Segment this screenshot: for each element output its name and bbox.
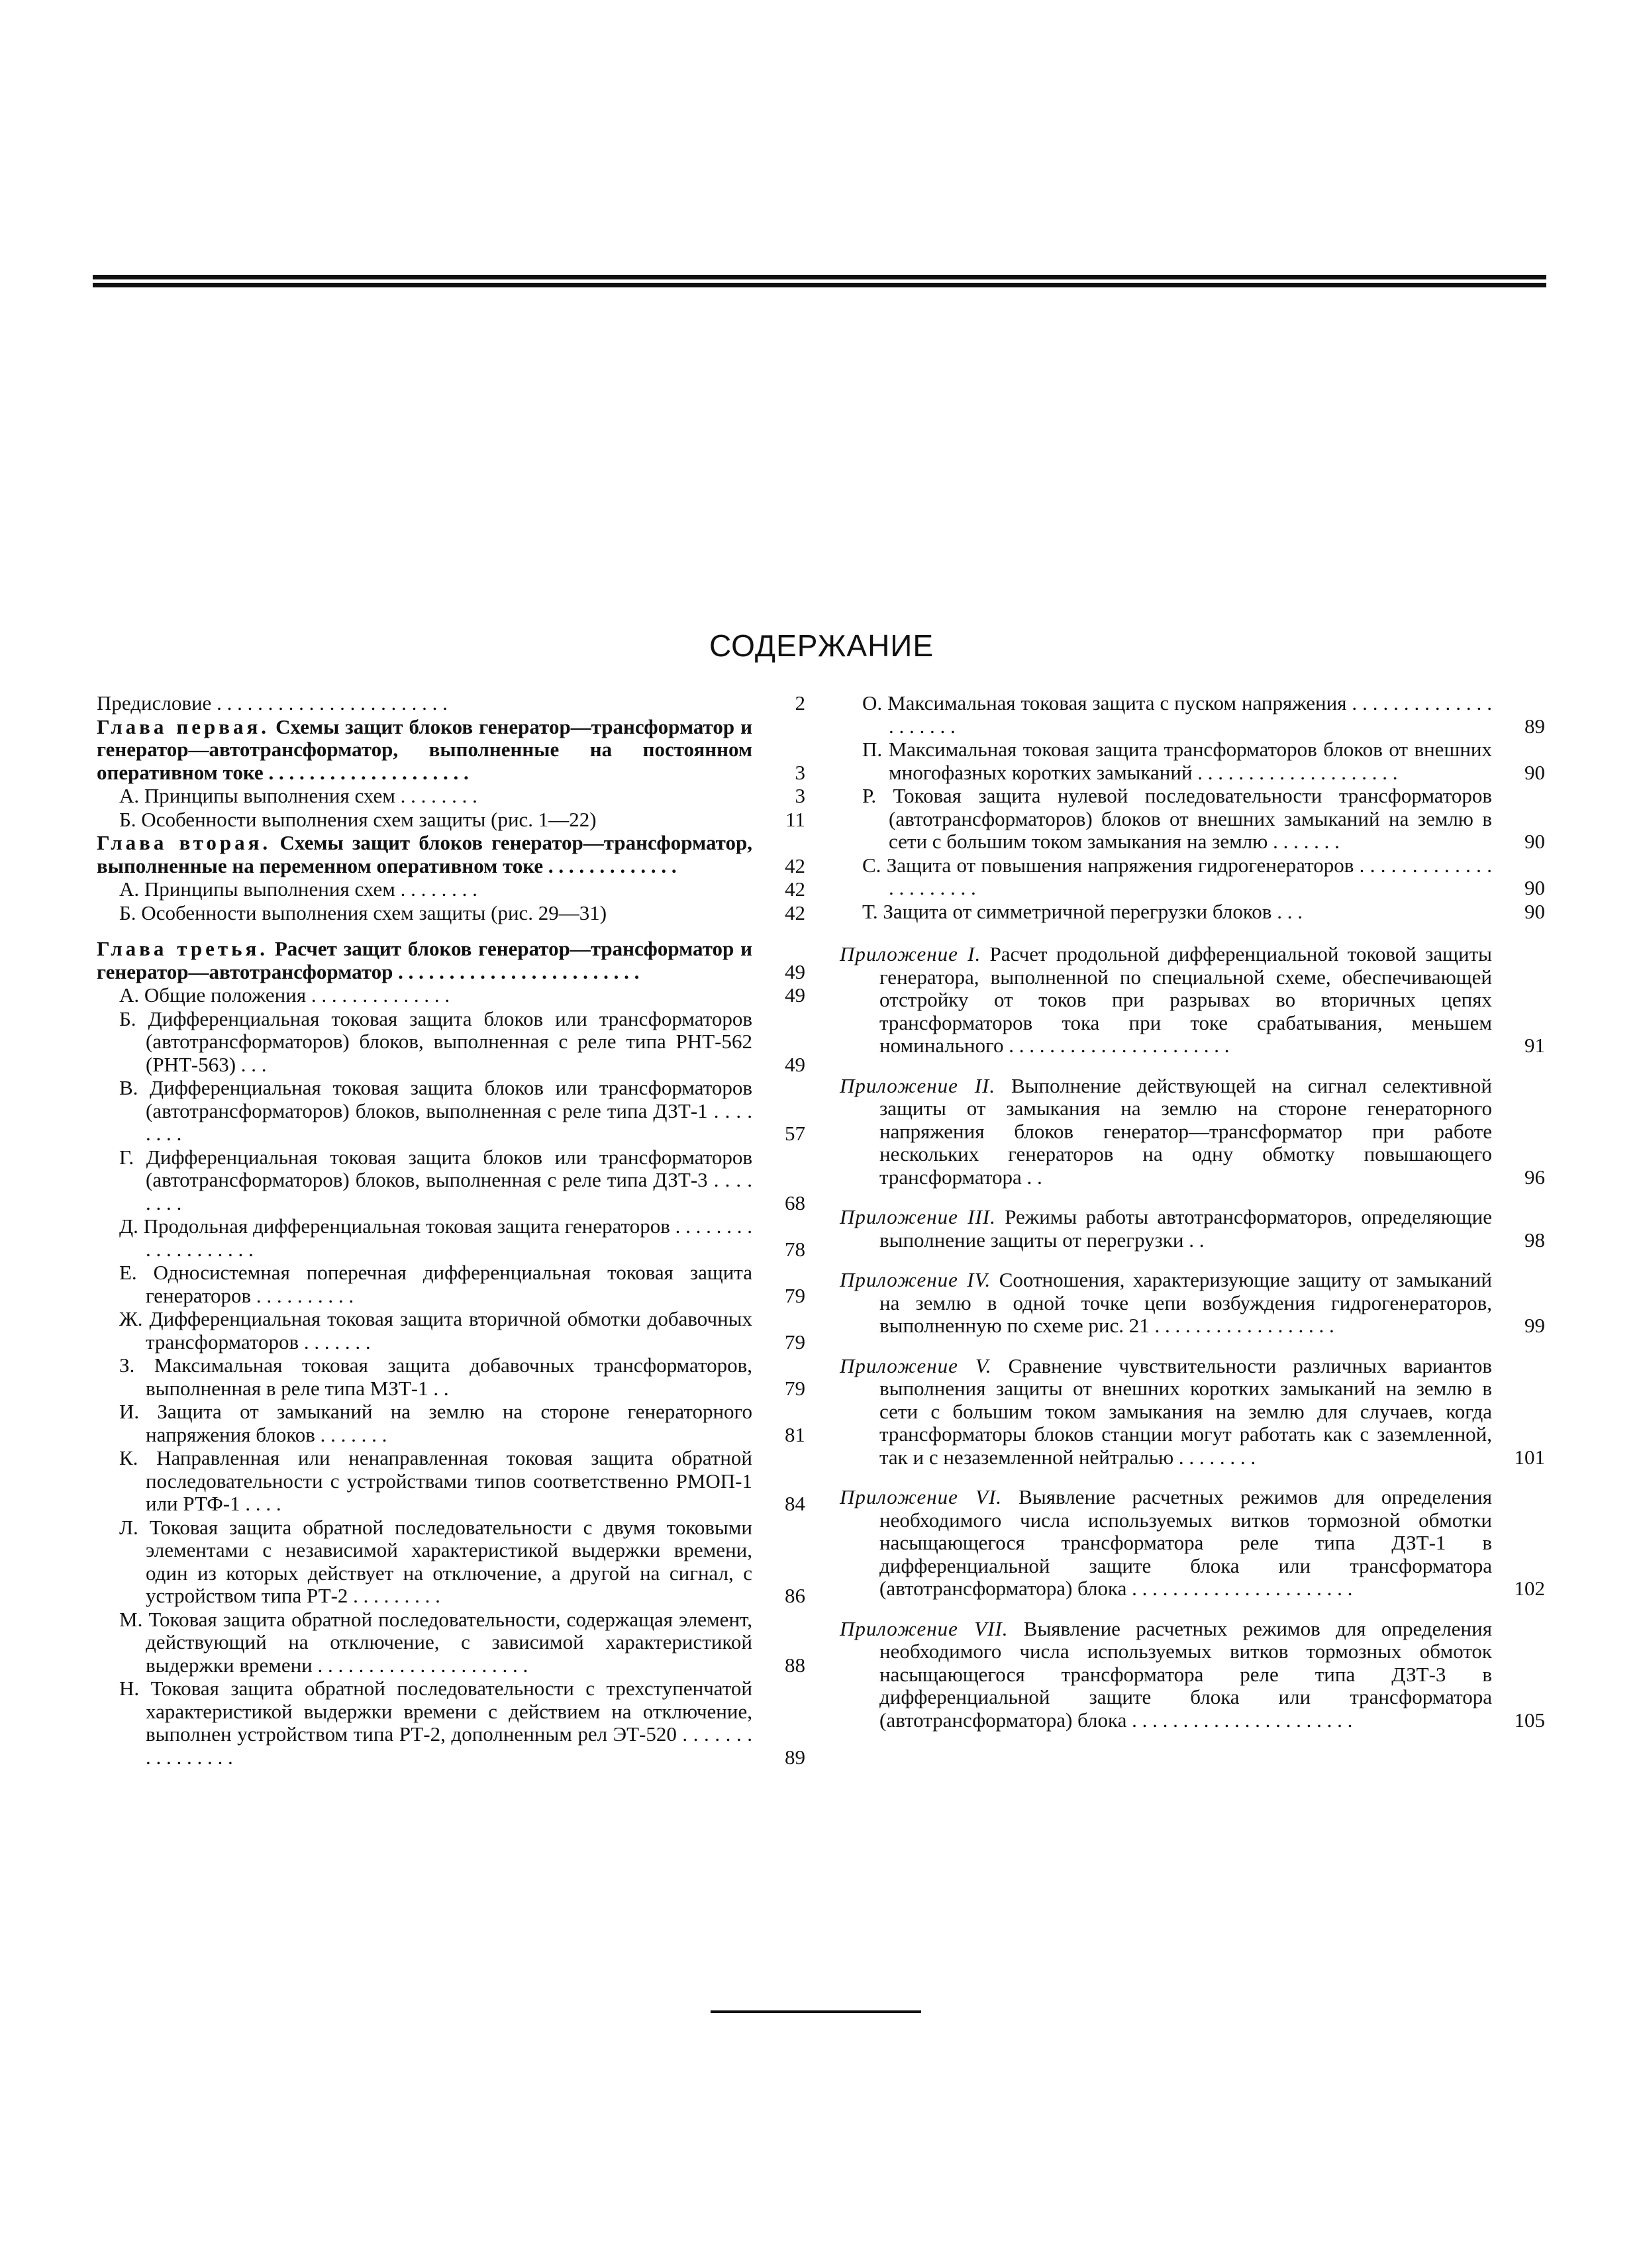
toc-page-number: 49 <box>785 1052 805 1076</box>
toc-page-number: 90 <box>1524 760 1545 784</box>
toc-entry-body: А. Общие положения . . . . . . . . . . . . . . <box>119 983 450 1007</box>
toc-entry <box>97 832 805 877</box>
toc-entry-lead: Приложение IV. <box>840 1268 991 1291</box>
toc-entry-body: Расчет продольной дифференциальной токовой защиты генератора, выполненной по специальной схеме, обеспечивающей отстройку от токов при разрывах во вторичных цепях трансформаторов тока при токе срабатывания, меньшем номинального . . . . . . . . . . . . . . . . . . . . . . <box>879 942 1492 1057</box>
toc-page-number: 11 <box>785 807 805 831</box>
toc-entry-body: Выявление расчетных режимов для определения необходимого числа используемых витков тормозных обмоток насыщающегося трансформатора реле типа ДЗТ-3 в дифференциальной защите блока или трансформатора (автотрансформатора) блока . . . . . . . . . . . . . . . . . . . . . . <box>879 1616 1492 1732</box>
toc-entry <box>97 692 805 715</box>
toc-entry-text <box>840 942 1492 1058</box>
toc-entry <box>97 1215 805 1261</box>
toc-entry-text <box>862 784 1492 854</box>
toc-entry-body: В. Дифференциальная токовая защита блоков или трансформаторов (автотрансформаторов) блоков, выполненная с реле типа ДЗТ-1 . . . . . . . . <box>119 1076 752 1145</box>
toc-entry-body: Б. Особенности выполнения схем защиты (рис. 29—31) <box>119 901 607 924</box>
toc-entry-body: Б. Особенности выполнения схем защиты (рис. 1—22) <box>119 807 597 831</box>
toc-entry-text <box>840 1268 1493 1338</box>
toc-entry <box>840 1206 1545 1252</box>
toc-entry-body: П. Максимальная токовая защита трансформаторов блоков от внешних многофазных коротких замыканий . . . . . . . . . . . . . . . . . . . . <box>862 738 1492 784</box>
toc-entry-text <box>840 1485 1492 1601</box>
toc-entry-text <box>119 1354 752 1400</box>
toc-left-column <box>97 692 805 1769</box>
toc-entry <box>840 854 1545 900</box>
page-title: СОДЕРЖАНИЕ <box>709 628 934 663</box>
toc-entry-text <box>119 1446 752 1516</box>
toc-entry <box>840 692 1545 738</box>
toc-page-number: 42 <box>785 854 805 877</box>
toc-entry <box>840 1355 1545 1469</box>
toc-entry-text <box>862 691 1492 738</box>
toc-entry-body: Схемы защит блоков генератор—трансформатор и генератор—автотрансформатор, выполненные на постоянном оперативном токе . . . . . . . . . . . . . . . . . . . . <box>97 715 753 784</box>
toc-page-number: 79 <box>785 1330 805 1354</box>
toc-entry-body: Д. Продольная дифференциальная токовая защита генераторов . . . . . . . . . . . . . . . . . . . <box>119 1214 752 1261</box>
toc-page-number: 79 <box>785 1376 805 1400</box>
toc-page-number: 99 <box>1524 1314 1545 1337</box>
toc-entry <box>97 1077 805 1146</box>
toc-page-number: 3 <box>795 760 805 784</box>
toc-page-number: 96 <box>1524 1165 1545 1189</box>
toc-entry-text <box>119 1307 752 1354</box>
toc-entry-text <box>119 1214 752 1261</box>
toc-page-number: 101 <box>1514 1445 1545 1469</box>
toc-page-number: 79 <box>785 1283 805 1307</box>
toc-entry-text <box>119 983 752 1007</box>
toc-entry-body: Г. Дифференциальная токовая защита блоков или трансформаторов (автотрансформаторов) блоков, выполненная с реле типа ДЗТ-3 . . . . . . . . <box>119 1145 752 1214</box>
toc-entry-text <box>119 1007 752 1077</box>
toc-page-number: 89 <box>785 1745 805 1769</box>
toc-entry-text <box>119 877 752 901</box>
toc-right-column <box>840 692 1545 1732</box>
toc-entry <box>97 1677 805 1769</box>
toc-entry-text <box>119 1076 752 1146</box>
toc-entry-body: Выполнение действующей на сигнал селективной защиты от замыкания на землю на стороне генераторного напряжения блоков генератор—трансформатор при работе нескольких генераторов на одну обмотку повышающего трансформатора . . <box>879 1073 1493 1189</box>
toc-page-number: 90 <box>1524 830 1545 853</box>
toc-entry <box>840 943 1545 1058</box>
toc-entry <box>97 1308 805 1354</box>
toc-page-number: 3 <box>795 784 805 807</box>
toc-entry <box>97 1008 805 1077</box>
toc-entry <box>97 902 805 925</box>
toc-entry-lead: Приложение II. <box>840 1073 996 1097</box>
toc-entry-text <box>119 901 752 925</box>
toc-page-number: 84 <box>785 1492 805 1515</box>
toc-entry <box>840 1269 1545 1338</box>
toc-entry-text <box>862 738 1492 784</box>
toc-entry-lead: Глава первая. <box>97 715 270 738</box>
toc-entry-body: С. Защита от повышения напряжения гидрогенераторов . . . . . . . . . . . . . . . . . . . . . . <box>862 853 1492 899</box>
toc-entry-body: Н. Токовая защита обратной последовательности с трехступенчатой характеристикой выдержки времени с действием на отключение, выполнен устройством типа РТ-2, дополненным рел ЭТ-520 . . . . . . . . . . . . . . . . <box>119 1677 752 1769</box>
toc-entry-lead: Глава третья. <box>97 937 268 960</box>
top-rule-upper <box>93 275 1546 279</box>
toc-page-number: 42 <box>785 901 805 924</box>
toc-page-number: 105 <box>1514 1708 1545 1732</box>
toc-entry-text <box>97 832 752 877</box>
toc-entry-body: Л. Токовая защита обратной последовательности с двумя токовыми элементами с независимой характеристикой выдержки времени, один из которых действует на отключение, а другой на сигнал, с устройством типа РТ-2 . . . . . . . . . <box>119 1515 752 1607</box>
toc-entry-text <box>119 784 752 808</box>
toc-page-number: 81 <box>785 1422 805 1446</box>
top-rule-lower <box>93 283 1546 287</box>
toc-entry-text <box>840 1354 1492 1469</box>
toc-entry-body: Расчет защит блоков генератор—трансформатор и генератор—автотрансформатор . . . . . . . . . . . . . . . . . . . . . . . . <box>97 937 753 983</box>
toc-entry-body: Ж. Дифференциальная токовая защита вторичной обмотки добавочных трансформаторов . . . . . . . <box>119 1307 752 1354</box>
toc-entry-text <box>97 716 752 785</box>
toc-entry <box>97 1354 805 1400</box>
toc-page-number: 49 <box>785 983 805 1007</box>
toc-page-number: 57 <box>785 1122 805 1145</box>
toc-entry-text <box>97 938 752 983</box>
toc-entry-body: Сравнение чувствительности различных вариантов выполнения защиты от внешних коротких замыканий на землю в сети с большим током замыкания на землю для случаев, когда трансформаторы блоков станции могут работать как с заземленной, так и с незаземленной нейтралью . . . . . . . . <box>879 1354 1492 1469</box>
toc-page-number: 86 <box>785 1584 805 1607</box>
toc-entry <box>97 1146 805 1215</box>
toc-entry <box>97 1516 805 1608</box>
toc-entry-text <box>97 692 752 715</box>
toc-page-number: 68 <box>785 1191 805 1214</box>
toc-entry <box>840 1618 1545 1732</box>
toc-entry-lead: Приложение I. <box>840 942 981 965</box>
toc-entry-body: Т. Защита от симметричной перегрузки блоков . . . <box>862 899 1303 923</box>
toc-entry-text <box>862 853 1492 900</box>
toc-entry-body: Предисловие . . . . . . . . . . . . . . . . . . . . . . . <box>97 691 448 715</box>
toc-entry-text <box>840 1205 1493 1252</box>
toc-entry <box>97 1401 805 1446</box>
toc-entry <box>97 984 805 1007</box>
toc-page-number: 102 <box>1514 1577 1545 1600</box>
toc-entry-text <box>119 1261 752 1307</box>
toc-entry <box>840 1075 1545 1189</box>
toc-entry <box>840 785 1545 854</box>
toc-entry-lead: Приложение III. <box>840 1205 996 1228</box>
toc-entry <box>97 809 805 832</box>
end-rule <box>711 2010 921 2013</box>
toc-entry-body: М. Токовая защита обратной последовательности, содержащая элемент, действующий на отключение, с зависимой характеристикой выдержки времени . . . . . . . . . . . . . . . . . . . . . <box>119 1607 752 1677</box>
toc-entry-lead: Глава вторая. <box>97 831 272 854</box>
toc-entry-body: И. Защита от замыканий на землю на стороне генераторного напряжения блоков . . . . . . . <box>119 1400 752 1446</box>
toc-entry-body: Схемы защит блоков генератор—трансформатор, выполненные на переменном оперативном токе . . . . . . . . . . . . . <box>97 831 752 877</box>
toc-entry-body: О. Максимальная токовая защита с пуском напряжения . . . . . . . . . . . . . . . . . . . . . <box>862 691 1492 738</box>
toc-page-number: 2 <box>795 691 805 715</box>
toc-page-number: 91 <box>1524 1034 1545 1057</box>
toc-entry <box>97 1261 805 1307</box>
toc-page-number: 89 <box>1524 714 1545 738</box>
toc-entry <box>840 1486 1545 1601</box>
toc-entry <box>97 938 805 983</box>
toc-entry-body: Е. Односистемная поперечная дифференциальная токовая защита генераторов . . . . . . . . . . <box>119 1261 752 1307</box>
toc-page-number: 49 <box>785 960 805 983</box>
toc-page-number: 90 <box>1524 876 1545 899</box>
toc-page-number: 90 <box>1524 899 1545 923</box>
toc-entry-lead: Приложение VI. <box>840 1485 1003 1508</box>
toc-page-number: 88 <box>785 1653 805 1677</box>
toc-entry-body: З. Максимальная токовая защита добавочных трансформаторов, выполненная в реле типа МЗТ-1 . . <box>119 1354 752 1400</box>
toc-page-number: 98 <box>1524 1228 1545 1252</box>
toc-entry-body: А. Принципы выполнения схем . . . . . . . . <box>119 877 477 901</box>
toc-entry-text <box>119 1145 752 1215</box>
toc-entry-body: Р. Токовая защита нулевой последовательности трансформаторов (автотрансформаторов) блоков от внешних замыканий на землю в сети с большим током замыкания на землю . . . . . . . <box>862 784 1492 853</box>
toc-entry-text <box>119 1400 752 1446</box>
toc-entry-body: К. Направленная или ненаправленная токовая защита обратной последовательности с устройствами типов соответственно РМОП-1 или РТФ-1 . . . . <box>119 1446 752 1515</box>
toc-entry <box>840 738 1545 784</box>
toc-entry-body: Выявление расчетных режимов для определения необходимого числа используемых витков тормозной обмотки насыщающегося трансформатора реле типа ДЗТ-1 в дифференциальной защите блока или трансформатора (автотрансформатора) блока . . . . . . . . . . . . . . . . . . . . . . <box>879 1485 1492 1600</box>
toc-page-number: 42 <box>785 877 805 901</box>
toc-page-number: 78 <box>785 1237 805 1261</box>
toc-entry-text <box>862 899 1492 924</box>
toc-entry <box>97 716 805 785</box>
toc-entry-text <box>840 1073 1493 1189</box>
toc-entry-text <box>119 1607 752 1677</box>
toc-entry-body: Режимы работы автотрансформаторов, определяющие выполнение защиты от перегрузки . . <box>879 1205 1493 1252</box>
toc-entry-lead: Приложение VII. <box>840 1616 1009 1640</box>
toc-entry-body: А. Принципы выполнения схем . . . . . . . . <box>119 784 477 807</box>
toc-entry <box>840 901 1545 924</box>
toc-entry <box>97 1608 805 1677</box>
toc-entry-text <box>840 1616 1492 1732</box>
toc-entry-text <box>119 807 752 832</box>
toc-entry-text <box>119 1677 752 1769</box>
toc-entry-lead: Приложение V. <box>840 1354 992 1377</box>
toc-entry <box>97 785 805 808</box>
toc-entry <box>97 878 805 901</box>
toc-entry-body: Соотношения, характеризующие защиту от замыканий на землю в одной точке цепи возбуждения гидрогенераторов, выполненную по схеме рис. 21 . . . . . . . . . . . . . . . . . . <box>879 1268 1493 1337</box>
toc-entry-text <box>119 1515 752 1608</box>
toc-entry-body: Б. Дифференциальная токовая защита блоков или трансформаторов (автотрансформаторов) блоков, выполненная с реле типа РНТ-562 (РНТ-563) . . . <box>119 1007 752 1076</box>
toc-entry <box>97 1447 805 1516</box>
